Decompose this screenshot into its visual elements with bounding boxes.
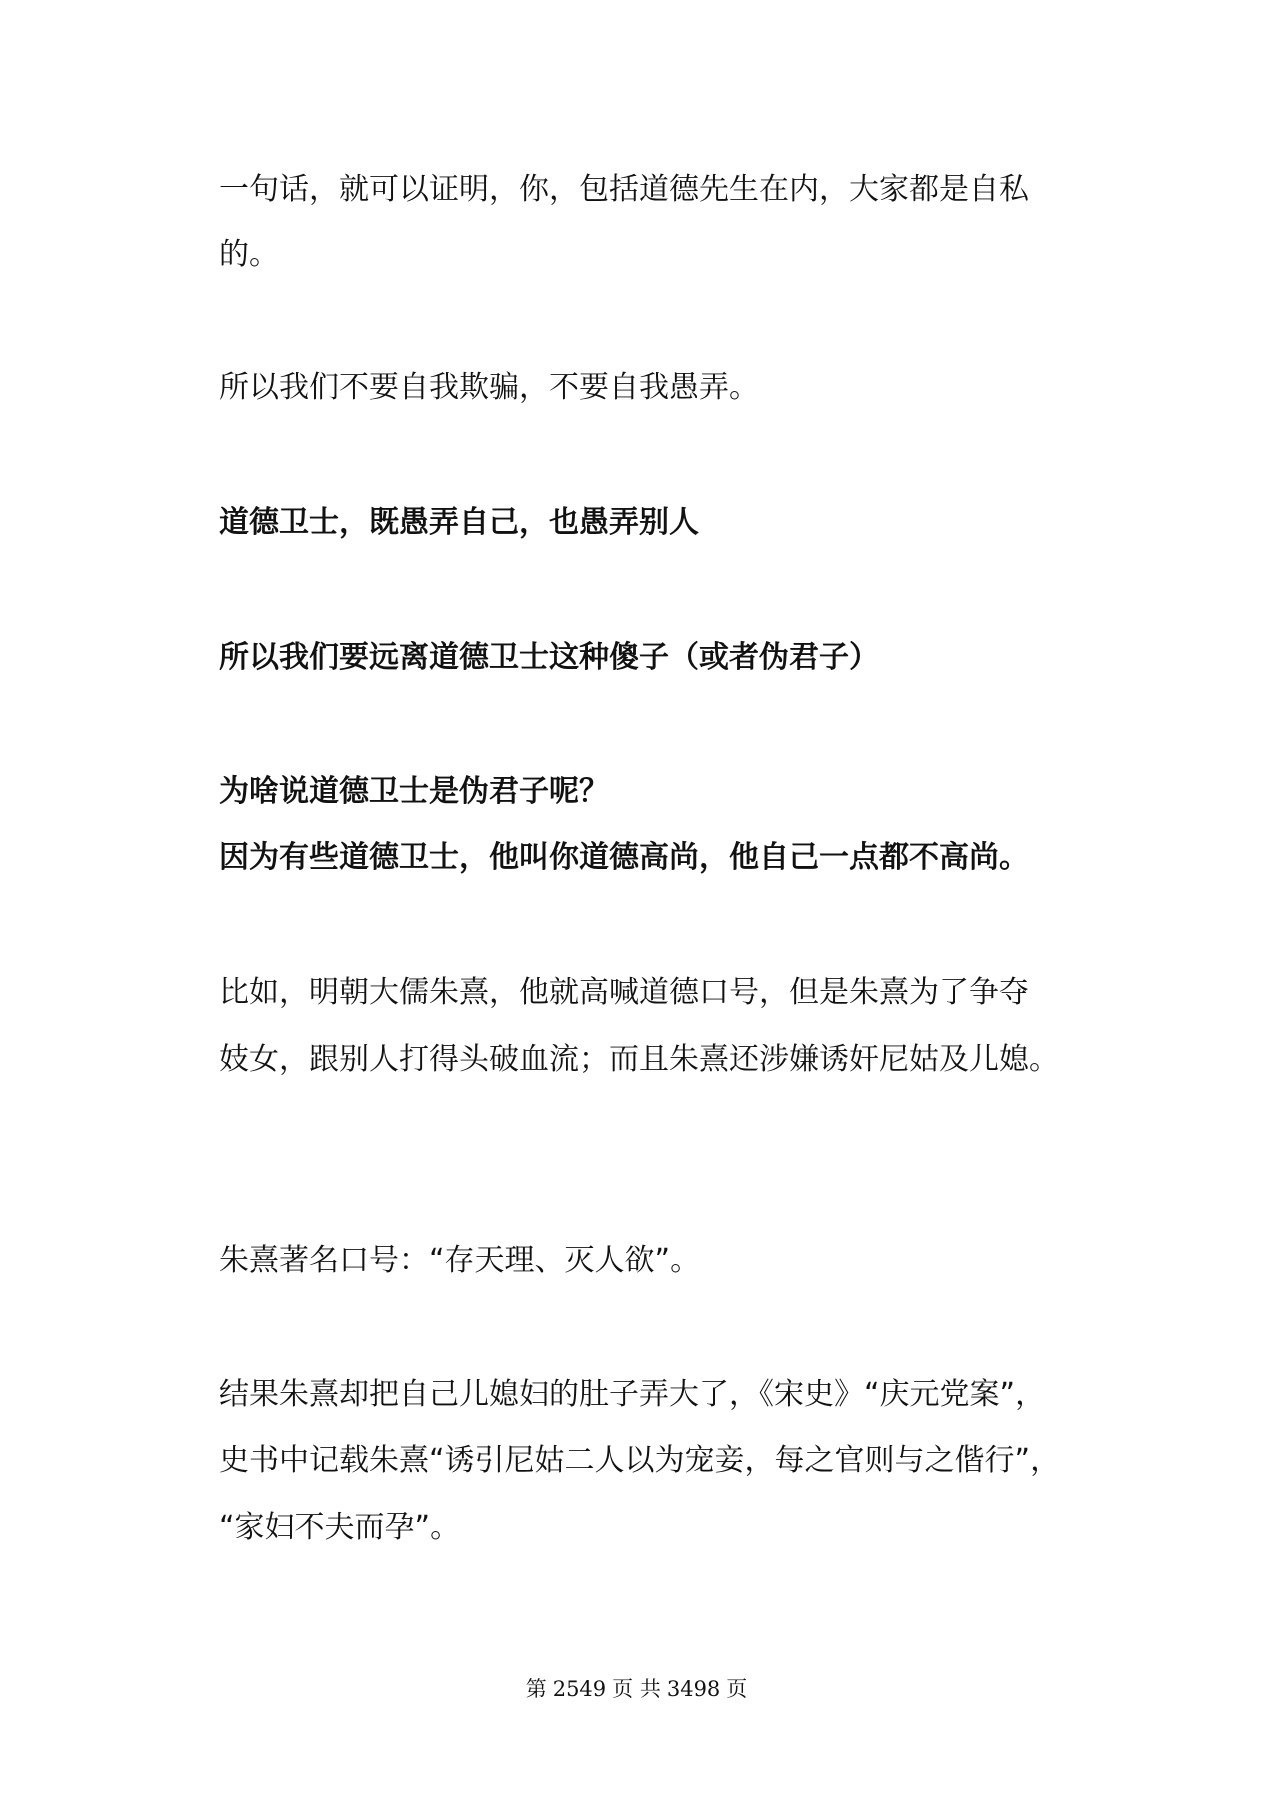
bold-heading-line: 因为有些道德卫士，他叫你道德高尚，他自己一点都不高尚。 bbox=[219, 840, 1029, 875]
paragraph-line: 比如，明朝大儒朱熹，他就高喊道德口号，但是朱熹为了争夺 bbox=[219, 975, 1029, 1010]
footer-prefix: 第 bbox=[525, 1677, 547, 1701]
paragraph-line: 所以我们不要自我欺骗，不要自我愚弄。 bbox=[219, 370, 759, 405]
footer-suffix: 页 bbox=[726, 1677, 748, 1701]
paragraph-line: 的。 bbox=[219, 237, 279, 272]
bold-heading-line: 道德卫士，既愚弄自己，也愚弄别人 bbox=[219, 505, 699, 540]
paragraph-line: 史书中记载朱熹“诱引尼姑二人以为宠妾，每之官则与之偕行”， bbox=[219, 1443, 1061, 1478]
paragraph-line: “家妇不夫而孕”。 bbox=[219, 1510, 461, 1545]
bold-heading-line: 所以我们要远离道德卫士这种傻子（或者伪君子） bbox=[219, 640, 879, 675]
paragraph-line: 结果朱熹却把自己儿媳妇的肚子弄大了，《宋史》“庆元党案”， bbox=[219, 1377, 1046, 1412]
page-footer bbox=[0, 1674, 1273, 1704]
footer-middle: 页 共 bbox=[612, 1677, 661, 1701]
current-page-number: 2549 bbox=[552, 1677, 607, 1701]
paragraph-line: 妓女，跟别人打得头破血流；而且朱熹还涉嫌诱奸尼姑及儿媳。 bbox=[219, 1042, 1059, 1077]
paragraph-line: 朱熹著名口号：“存天理、灭人欲”。 bbox=[219, 1243, 701, 1278]
bold-heading-line: 为啥说道德卫士是伪君子呢？ bbox=[219, 774, 609, 809]
total-pages-number: 3498 bbox=[666, 1677, 721, 1701]
paragraph-line: 一句话，就可以证明，你，包括道德先生在内，大家都是自私 bbox=[219, 172, 1029, 207]
